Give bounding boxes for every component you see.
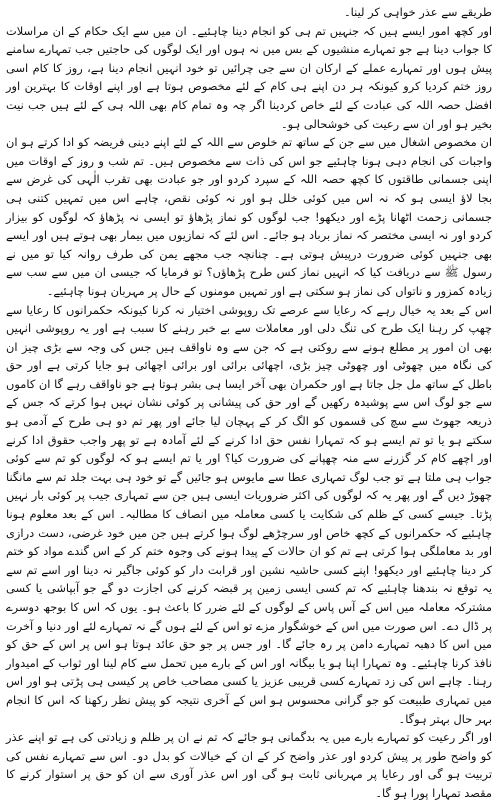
paragraph-seclusion: اس کے بعد یہ خیال رہے کہ رعایا سے عرصے تک روپوشی اختیار نہ کرنا کیونکہ حکمرانوں کا رعایا سے چھپ کر رہنا ایک طرح کی تنگ دلی اور معاملات سے بے خبر رہنے کا سبب ہے اور یہ روپوشی انہیں بھی ان امور پر مطلع ہونے سے روکتی ہے کہ جن سے وہ ناواقف ہیں جس کی وجہ سے بڑی چیز ان کی نگاہ میں چھوٹی اور چھوٹی چیز بڑی، اچھائی برائی اور برائی اچھائی ہو جایا کرتی ہے اور حق باطل کے ساتھ مل جل جاتا ہے اور حکمران بھی آخر ایسا ہی بشر ہوتا ہے جو ناواقف رہے گا ان کاموں سے جو لوگ اس سے پوشیدہ رکھیں گے اور حق کی پیشانی پر کوئی نشان نہیں ہوا کرتے کہ جس کے ذریعہ جھوٹ سے سچ کی قسموں کو الگ کر کے پہچان لیا جائے اور پھر تم دو ہی طرح کے آدمی ہو سکتے ہو یا تو تم ایسے ہو کہ تمہارا نفس حق ادا کرنے کے لئے آمادہ ہے تو پھر واجب حقوق ادا کرنے اور اچھے کام کر گزرنے سے منہ چھپانے کی ضرورت کیا؟ اور یا تم ایسے ہو کہ لوگوں کو تم سے کوئی جواب ہی ملتا ہے تو جب لوگ تمہاری عطا سے مایوس ہو جائیں گے تو خود ہی بہت جلد تم سے مانگنا چھوڑ دیں گے اور پھر یہ کہ لوگوں کی اکثر ضروریات ایسی ہیں جن سے تمہاری جیب پر کوئی بار نہیں پڑتا۔ جیسے کسی کے ظلم کی شکایت یا کسی معاملہ میں انصاف کا مطالبہ۔ اس کے بعد معلوم ہونا چاہئیے کہ حکمرانوں کے کچھ خاص اور سرچڑھے لوگ ہوا کرتے ہیں جن میں خود غرضی، دست درازی اور بد معاملگی ہوا کرتی ہے تم کو ان حالات کے پیدا ہونے کی وجوہ ختم کر کے اس گندے مواد کو ختم کر دینا چاہئیے اور دیکھو! اپنے کسی حاشیہ نشین اور قرابت دار کو کوئی جاگیر نہ دینا اور اسے تم سے یہ توقع نہ بندھنا چاہئیے کہ تم کسی ایسی زمین پر قبضہ کرنے کی اجازت دو گے جو آبپاشی یا کسی مشترکہ معاملہ میں اس کے آس پاس کے لوگوں کے لئے ضرر کا باعث ہو۔ یوں کہ اس کا بوجھ دوسرے پر ڈال دے۔ اس صورت میں اس کے خوشگوار مزے تو اس کے لئے ہوں گے نہ تمہارے لئے اور دنیا و آخرت میں اس کا دھبہ تمہارے دامن پر رہ جائے گا۔ اور جس پر جو حق عائد ہوتا ہو اس پر اس کے حق کو نافذ کرنا چاہئیے۔ وہ تمہارا اپنا ہو یا بیگانہ اور اس کے بارے میں تحمل سے کام لینا اور ثواب کے امیدوار رہنا۔ چاہے اس کی زد تمہارے کسی قریبی عزیز یا کسی مصاحب خاص پر کیسی ہی پڑتی ہو اور اس میں تمہاری طبیعت کو جو گرانی محسوس ہو اس کے آخری نتیجہ کو پیش نظر رکھنا کہ اس کا انجام بہر حال بہتر ہوگا۔ — [6, 302, 492, 726]
paragraph-closing-line: طریقے سے عذر خواہی کر لینا۔ — [343, 5, 492, 19]
paragraph-worship: ان مخصوص اشغال میں سے جن کے ساتھ تم خلوص سے اللہ کے لئے اپنے دینی فریضہ کو ادا کرتے ہو ان واجبات کی انجام دہی ہونا چاہئیے جو اس کی ذات سے مخصوص ہیں۔ تم شب و روز کے اوقات میں اپنی جسمانی طاقتوں کا کچھ حصہ اللہ کے سپرد کردو اور جو عبادت بھی تقرب الٰہی کی غرض سے بجا لاؤ ایسی ہو کہ نہ اس میں کوئی خلل ہو اور نہ کوئی نقص، چاہے اس میں تمہیں کتنی ہی جسمانی زحمت اٹھانا پڑے اور دیکھو! جب لوگوں کو نماز پڑھاؤ تو ایسی نہ پڑھاؤ کہ لوگوں کو بیزار کردو اور نہ ایسی مختصر کہ نماز برباد ہو جائے۔ اس لئے کہ نمازیوں میں بیمار بھی ہوتے ہیں اور ایسے بھی جنہیں کوئی ضرورت درپیش ہوتی ہے۔ چنانچہ جب مجھے یمن کی طرف روانہ کیا تو میں نے رسول ﷺ سے دریافت کیا کہ انہیں نماز کس طرح پڑھاؤں؟ تو فرمایا کہ جیسی ان میں سے سب سے زیادہ کمزور و ناتواں کی نماز ہو سکتی ہے اور تمہیں مومنوں کے حال پر مہربان ہونا چاہئیے۔ — [6, 135, 492, 298]
paragraph-suspicion: اور اگر رعیت کو تمہارے بارے میں یہ بدگمانی ہو جائے کہ تم نے ان پر ظلم و زیادتی کی ہے تو اپنے عذر کو واضح طور پر پیش کردو اور عذر واضح کر کے ان کے خیالات کو بدل دو۔ اس سے تمہارے نفس کی تربیت ہو گی اور رعایا پر مہربانی ثابت ہو گی اور اس عذر آوری سے ان کو حق پر استوار کرنے کا مقصد تمہارا پورا ہو گا۔ — [6, 730, 492, 800]
paragraph-duties: اور کچھ امور ایسے ہیں کہ جنہیں تم ہی کو انجام دینا چاہئیے۔ ان میں سے ایک حکام کے ان مراسلات کا جواب دینا ہے جو تمہارے منشیوں کے بس میں نہ ہوں اور ایک لوگوں کی حاجتیں جب تمہارے سامنے پیش ہوں اور تمہارے عملے کے ارکان ان سے جی چرائیں تو خود انہیں انجام دینا ہے، روز کا کام اسی روز ختم کردیا کرو کیونکہ ہر دن اپنے ہی کام کے لئے مخصوص ہوتا ہے اور اپنے اوقات کا بہترین اور افضل حصہ اللہ کی عبادت کے لئے خاص کردینا اگر چہ وہ تمام کام بھی اللہ ہی کے لئے ہیں جب نیت بخیر ہو اور ان سے رعیت کی خوشحالی ہو۔ — [6, 23, 492, 131]
letter-body — [6, 3, 492, 803]
